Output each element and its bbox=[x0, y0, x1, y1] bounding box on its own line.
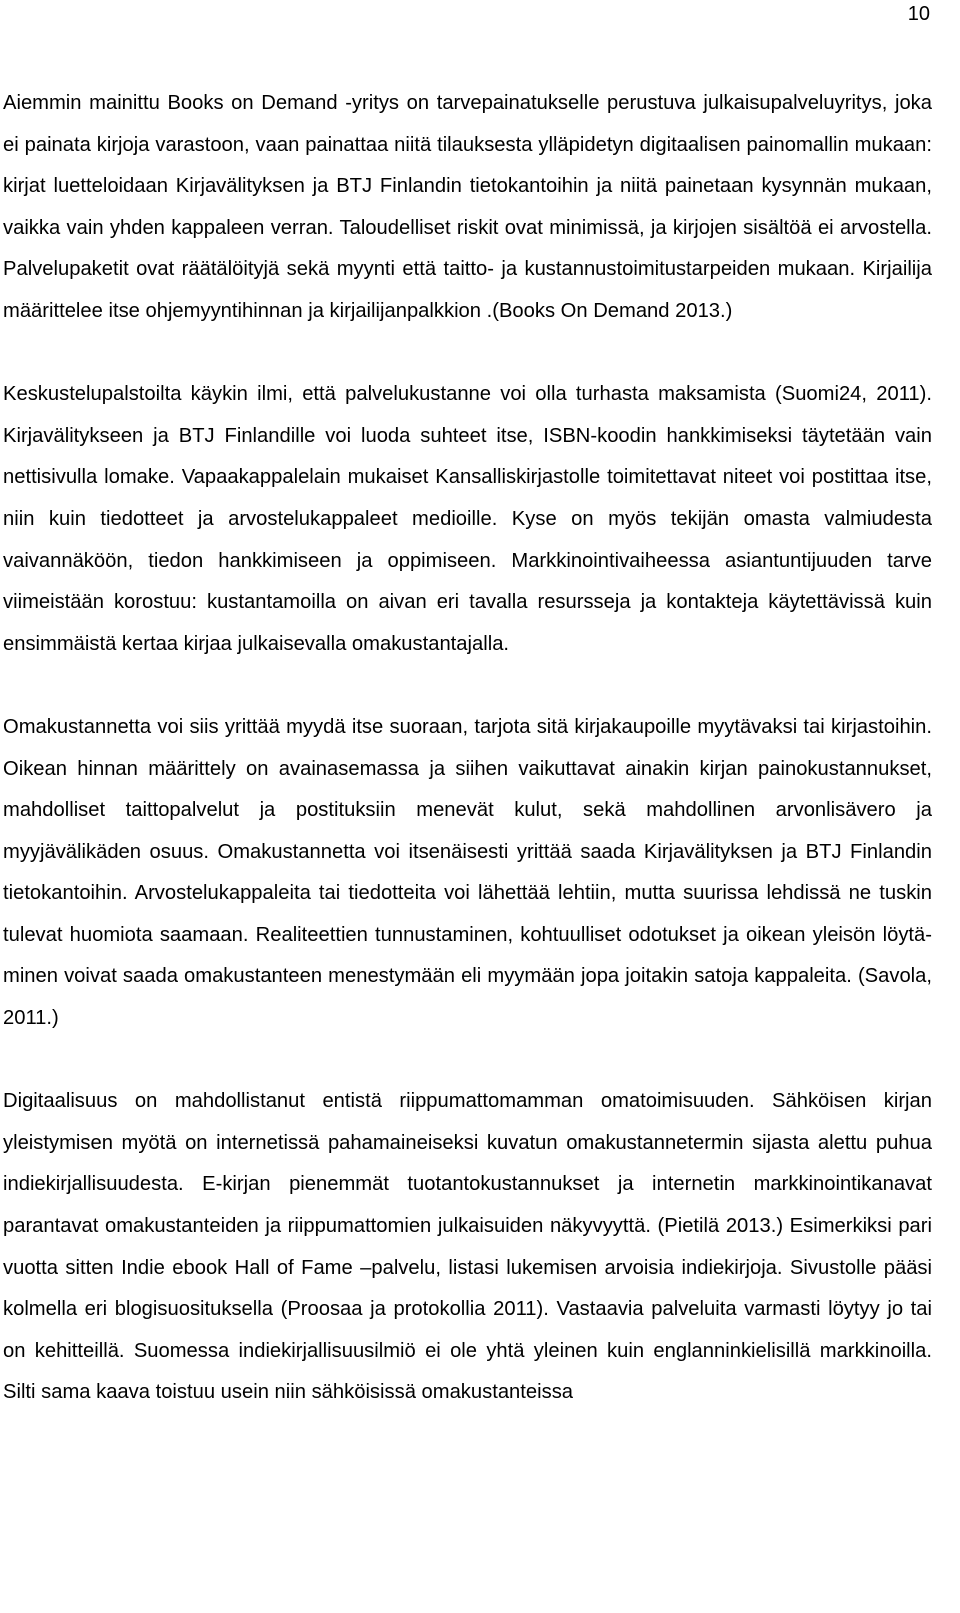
paragraph-discussion-forums: Keskustelupalstoilta käykin ilmi, että palvelukustanne voi olla turhasta maksamista (Suomi24, 2011). Kirjavälitykseen ja BTJ Finlandille voi luoda suhteet itse, ISBN-koodin hankkimiseksi täytetään vain nettisivulla lomake. Vapaakappalelain mukaiset Kansalliskirjastolle toimitettavat niteet voi postittaa itse, niin kuin tiedotteet ja arvostelukappaleet medioille. Kyse on myös tekijän omasta valmiudesta vaivannäköön, tiedon hankkimiseen ja oppimiseen. Markkinointivaiheessa asiantuntijuuden tarve viimeistään korostuu: kustantamoilla on aivan eri tavalla resursseja ja kontakteja käytettävissä kuin ensimmäistä kertaa kirjaa julkaisevalla omakustantajalla. bbox=[3, 383, 932, 655]
document-body bbox=[3, 83, 932, 1414]
paragraph-books-on-demand: Aiemmin mainittu Books on Demand -yritys on tarvepainatukselle perustuva julkaisupalveluyritys, joka ei painata kirjoja varastoon, vaan painattaa niitä tilauksesta ylläpidetyn digitaalisen painomallin mukaan: kirjat luetteloidaan Kirjavälityksen ja BTJ Finlandin tietokantoihin ja niitä painetaan kysynnän mukaan, vaikka vain yhden kappaleen verran. Taloudelliset riskit ovat minimissä, ja kirjojen sisältöä ei arvostella. Palvelupaketit ovat räätälöityjä sekä myynti että taitto- ja kustannustoimitustarpeiden mukaan. Kirjailija määrittelee itse ohjemyyntihinnan ja kirjailijanpalkkion .(Books On Demand 2013.) bbox=[3, 92, 932, 322]
page-number: 10 bbox=[907, 3, 930, 25]
paragraph-self-publishing-sales: Omakustannetta voi siis yrittää myydä itse suoraan, tarjota sitä kirjakaupoille myytävaksi tai kirjastoihin. Oikean hinnan määrittely on avainasemassa ja siihen vaikuttavat ainakin kirjan painokustannukset, mahdolliset taittopalvelut ja postituksiin menevät kulut, sekä mahdollinen arvonlisävero ja myyjävälikäden osuus. Omakustannetta voi itsenäisesti yrittää saada Kirjavälityksen ja BTJ Finlandin tietokantoihin. Arvostelukappaleita tai tiedotteita voi lähettää lehtiin, mutta suurissa lehdissä ne tuskin tulevat huomiota saamaan. Realiteettien tunnustaminen, kohtuulliset odotukset ja oikean yleisön löytäminen voivat saada omakustanteen menestymään eli myymään jopa joitakin satoja kappaleita. (Savola, 2011.) bbox=[3, 715, 932, 1030]
paragraph-digital-independence: Digitaalisuus on mahdollistanut entistä riippumattomamman omatoimisuuden. Sähköisen kirjan yleistymisen myötä on internetissä pahamaineiseksi kuvatun omakustannetermin sijasta alettu puhua indiekirjallisuudesta. E-kirjan pienemmät tuotantokustannukset ja internetin markkinointikanavat parantavat omakustanteiden ja riippumattomien julkaisuiden näkyvyyttä. (Pietilä 2013.) Esimerkiksi pari vuotta sitten Indie ebook Hall of Fame –palvelu, listasi lukemisen arvoisia indiekirjoja. Sivustolle pääsi kolmella eri blogisuosituksella (Proosaa ja protokollia 2011). Vastaavia palveluita varmasti löytyy jo tai on kehitteillä. Suomessa indiekirjallisuusilmiö ei ole yhtä yleinen kuin englanninkielisillä markkinoilla. Silti sama kaava toistuu usein niin sähköisissä omakustanteissa bbox=[3, 1090, 932, 1404]
